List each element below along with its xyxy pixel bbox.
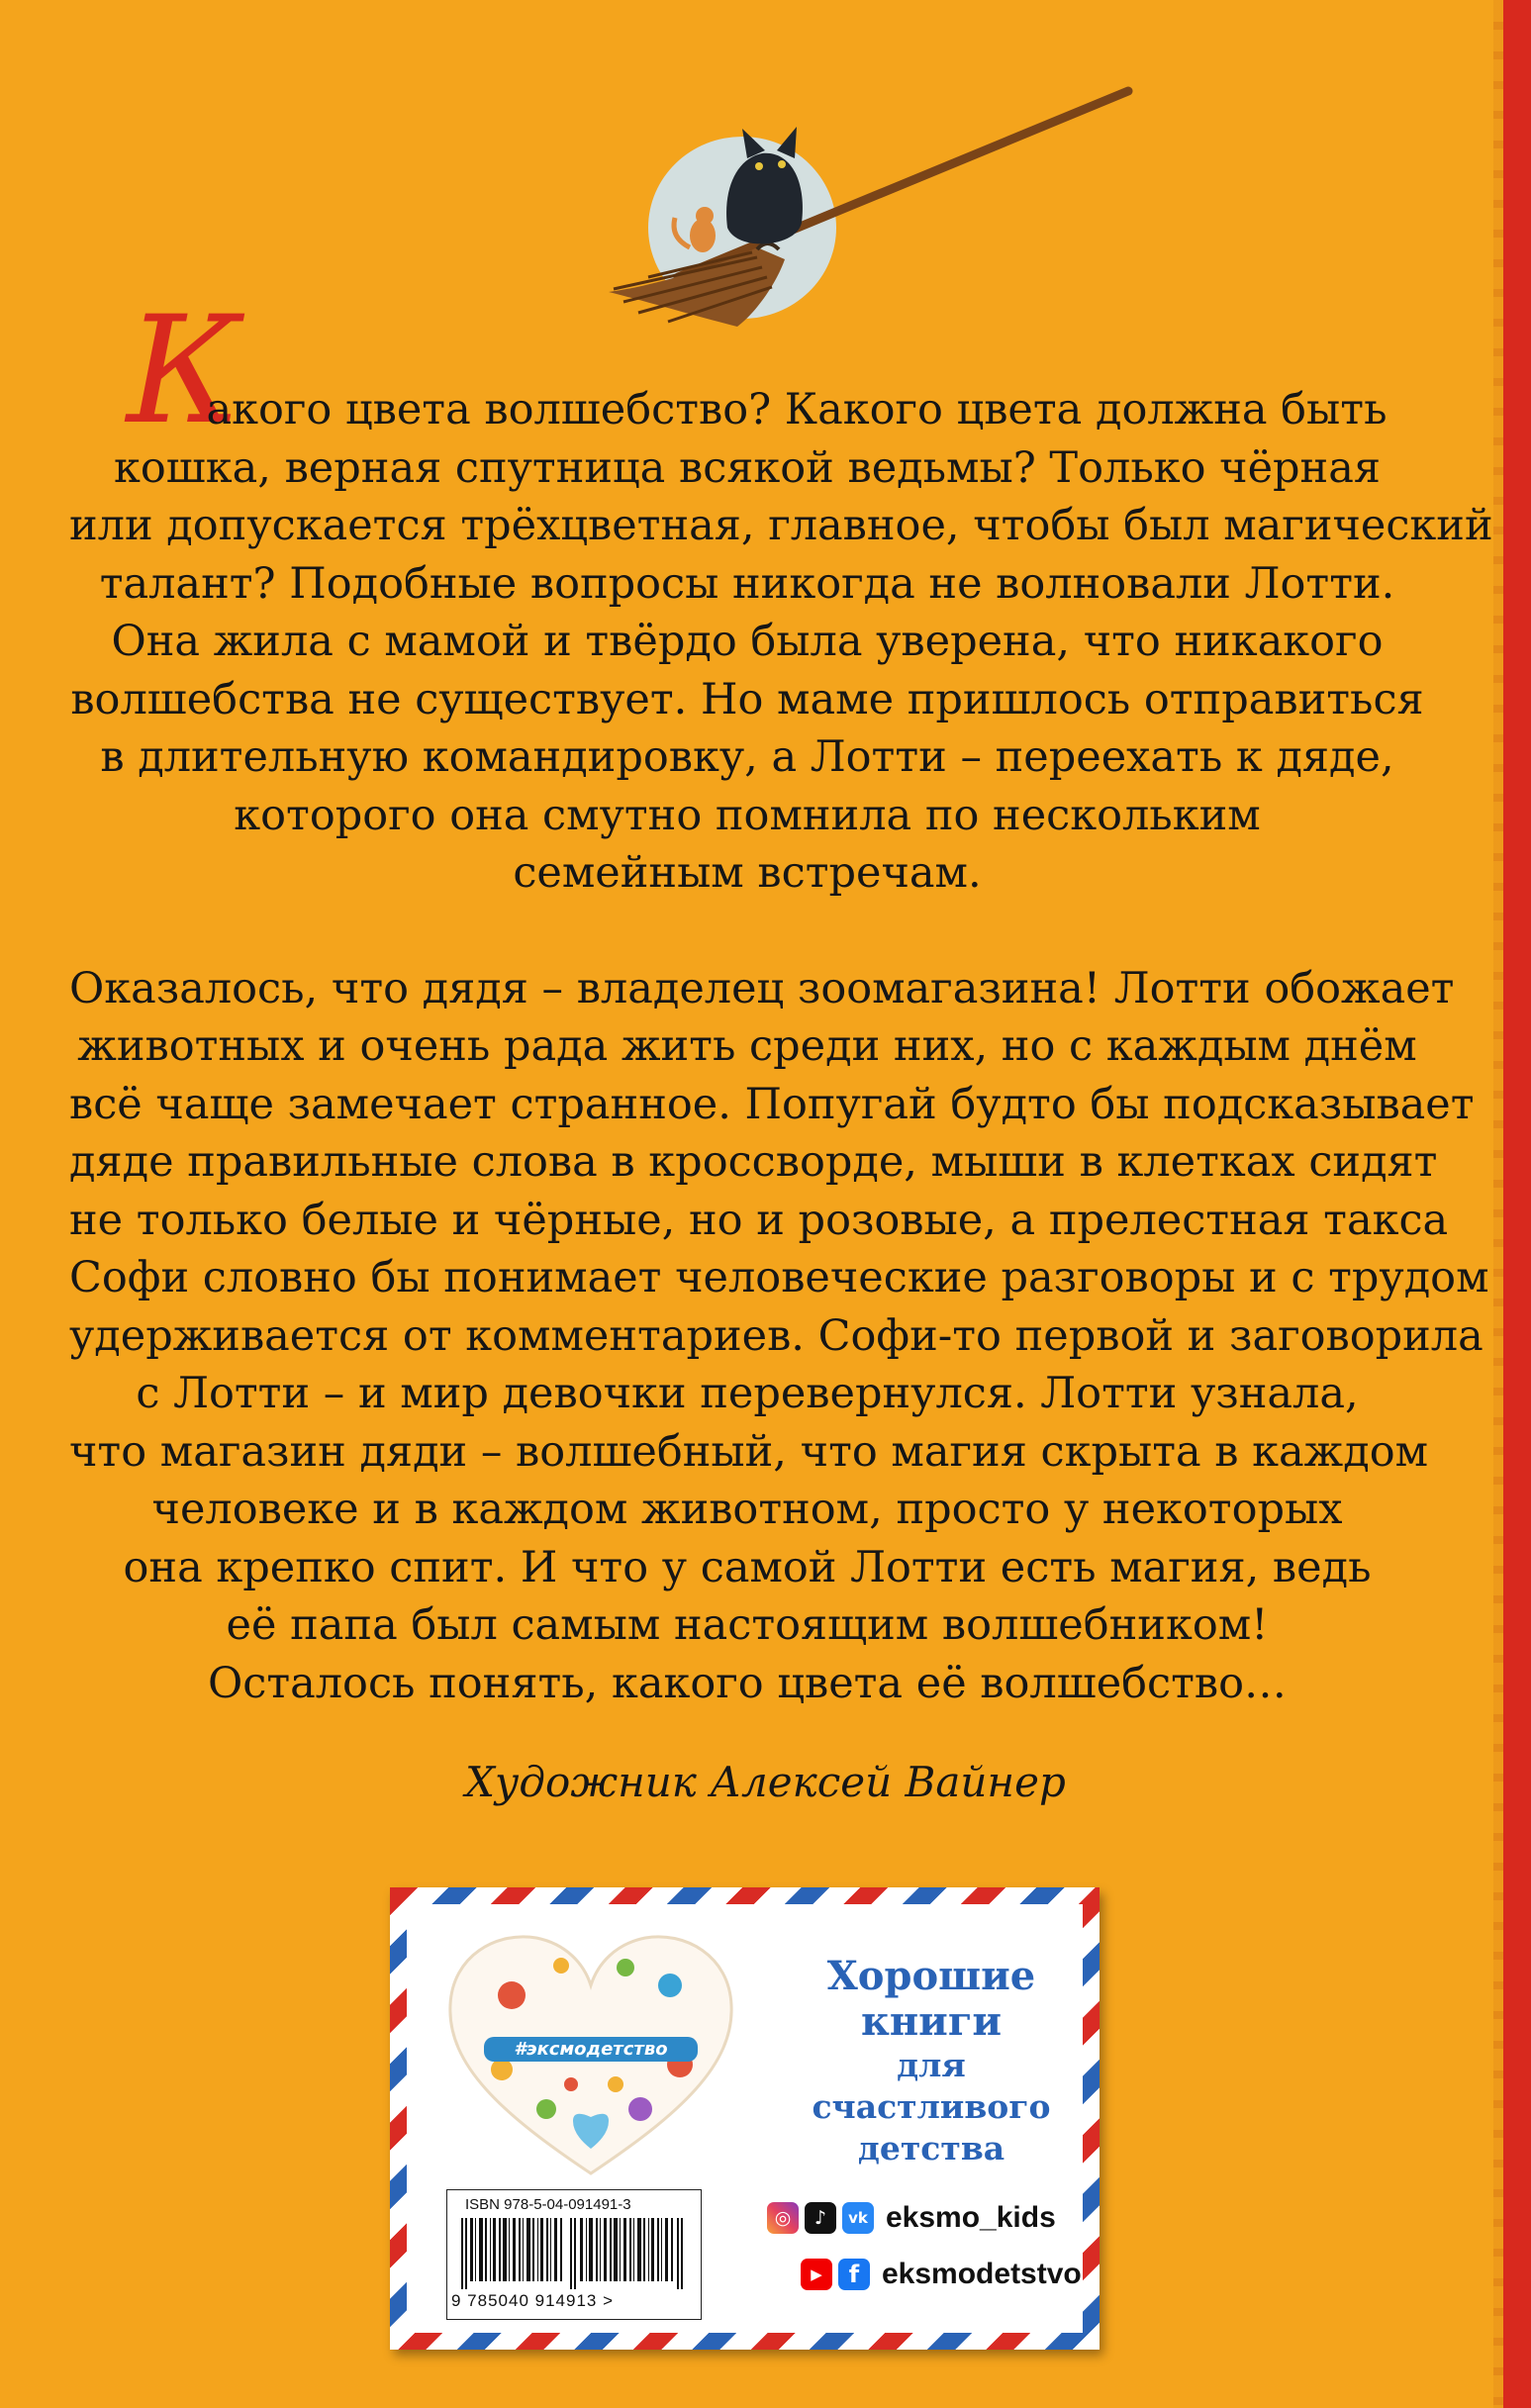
text-line: её папа был самым настоящим волшебником! (226, 1600, 1269, 1650)
text-line: волшебства не существует. Но маме пришлось отправиться (70, 674, 1424, 724)
social-handle[interactable]: eksmodetstvo (882, 2258, 1082, 2290)
text-line: или допускается трёхцветная, главное, чтобы был магический (69, 501, 1493, 550)
slogan-line: книги (860, 1998, 1002, 2045)
text-line: с Лотти – и мир девочки перевернулся. Лотти узнала, (136, 1369, 1359, 1418)
facebook-icon[interactable]: f (838, 2259, 870, 2290)
social-handle[interactable]: eksmo_kids (886, 2201, 1056, 2234)
illustrator-credit: Художник Алексей Вайнер (465, 1758, 1066, 1806)
text-line: Она жила с мамой и твёрдо была уверена, что никакого (111, 617, 1384, 666)
text-line: не только белые и чёрные, но и розовые, а прелестная такса (69, 1195, 1449, 1245)
text-line: удерживается от комментариев. Софи-то первой и заговорила (69, 1310, 1483, 1361)
drop-cap-letter: К (127, 285, 242, 457)
tiktok-icon[interactable]: ♪ (805, 2202, 836, 2234)
cat-on-broom-illustration (609, 79, 1143, 366)
text-line: семейным встречам. (513, 848, 982, 898)
isbn-barcode-box (446, 2189, 702, 2320)
text-line: Осталось понять, какого цвета её волшебство… (207, 1658, 1287, 1708)
text-line: в длительную командировку, а Лотти – переехать к дяде, (100, 732, 1394, 782)
text-line: животных и очень рада жить среди них, но с каждым днём (77, 1021, 1417, 1071)
text-line: талант? Подобные вопросы никогда не волновали Лотти. (99, 558, 1395, 609)
text-line: человеке и в каждом животном, просто у некоторых (151, 1485, 1343, 1534)
social-row-detstvo (801, 2258, 1082, 2291)
text-line: Софи словно бы понимает человеческие разговоры и с трудом (69, 1253, 1489, 1302)
text-line: Оказалось, что дядя – владелец зоомагазина! Лотти обожает (69, 963, 1455, 1013)
text-line: акого цвета волшебство? Какого цвета должна быть (206, 385, 1387, 434)
slogan (783, 1954, 1080, 2169)
barcode-digits: 9 785040 914913 > (451, 2291, 615, 2310)
postcard-body (407, 1904, 1083, 2333)
airmail-postcard (390, 1887, 1100, 2350)
text-line: кошка, верная спутница всякой ведьмы? Только чёрная (114, 442, 1381, 493)
vk-icon[interactable]: vk (842, 2202, 874, 2234)
red-spine-strip (1503, 0, 1531, 2408)
text-line: она крепко спит. И что у самой Лотти есть магия, ведь (123, 1542, 1372, 1592)
slogan-line: Хорошие (826, 1953, 1036, 1999)
text-line: что магазин дяди – волшебный, что магия скрыта в каждом (69, 1426, 1429, 1477)
slogan-line: для счастливого (812, 2046, 1051, 2126)
instagram-icon[interactable]: ◎ (767, 2202, 799, 2234)
barcode-icon (461, 2218, 687, 2289)
isbn-number: ISBN 978-5-04-091491-3 (465, 2196, 631, 2213)
eksmo-heart-logo (442, 1926, 739, 2183)
book-description (69, 381, 1493, 1712)
youtube-icon[interactable]: ▶ (801, 2259, 832, 2290)
description-paragraph-1 (69, 381, 1493, 903)
social-row-kids (767, 2201, 1056, 2235)
text-line: которого она смутно помнила по нескольким (234, 790, 1261, 840)
text-line: дяде правильные слова в кроссворде, мыши в клетках сидят (69, 1137, 1438, 1187)
hashtag-label: #эксмодетство (484, 2037, 698, 2062)
text-line: всё чаще замечает странное. Попугай будто бы подсказывает (69, 1079, 1475, 1129)
description-paragraph-2 (69, 960, 1489, 1713)
slogan-line: детства (857, 2129, 1005, 2167)
